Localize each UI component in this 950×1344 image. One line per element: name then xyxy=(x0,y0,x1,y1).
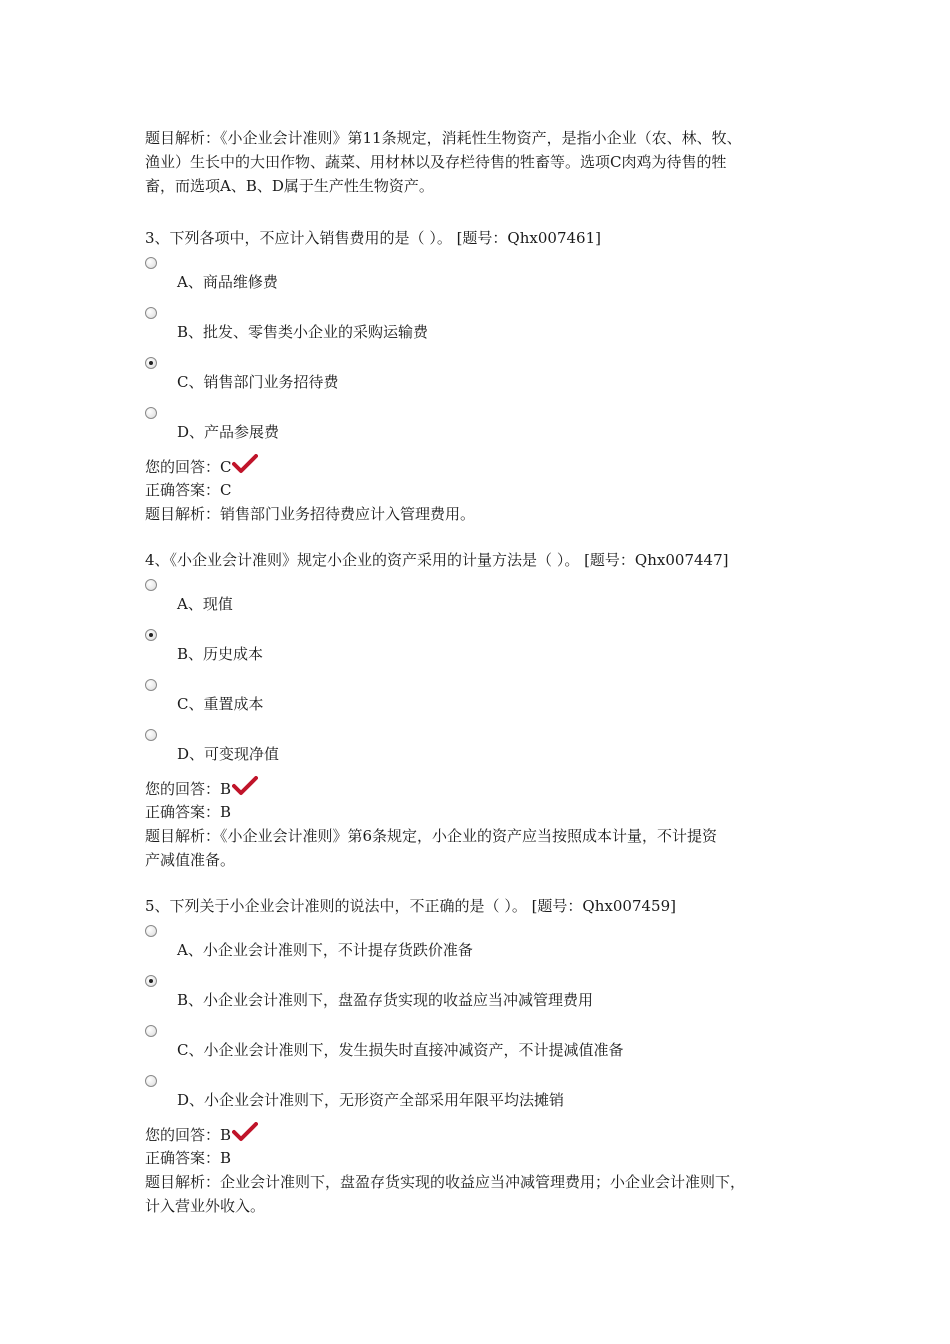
radio-icon[interactable] xyxy=(145,925,157,937)
option-label: A、小企业会计准则下，不计提存货跌价准备 xyxy=(177,941,473,959)
checkmark-icon xyxy=(232,454,258,474)
option-label: B、历史成本 xyxy=(177,645,264,663)
radio-icon[interactable] xyxy=(145,975,157,987)
option-d[interactable] xyxy=(145,1072,825,1122)
option-c[interactable] xyxy=(145,354,825,404)
radio-icon[interactable] xyxy=(145,729,157,741)
option-a[interactable] xyxy=(145,922,825,972)
question-title: 5、下列关于小企业会计准则的说法中，不正确的是（ ）。 [题号：Qhx007459] xyxy=(145,897,676,915)
analysis-line: 畜，而选项A、B、D属于生产性生物资产。 xyxy=(145,177,434,195)
radio-icon[interactable] xyxy=(145,407,157,419)
correct-answer: 正确答案：B xyxy=(145,803,232,821)
question-5 xyxy=(145,894,825,1218)
option-label: A、现值 xyxy=(177,595,233,613)
option-c[interactable] xyxy=(145,1022,825,1072)
radio-icon[interactable] xyxy=(145,629,157,641)
option-d[interactable] xyxy=(145,726,825,776)
radio-icon[interactable] xyxy=(145,579,157,591)
option-b[interactable] xyxy=(145,626,825,676)
question-3 xyxy=(145,226,825,526)
analysis-line: 计入营业外收入。 xyxy=(145,1197,266,1215)
option-label: B、批发、零售类小企业的采购运输费 xyxy=(177,323,429,341)
option-label: D、产品参展费 xyxy=(177,423,280,441)
option-label: C、销售部门业务招待费 xyxy=(177,373,339,391)
your-answer-text: 您的回答：B xyxy=(145,1126,232,1144)
question-4 xyxy=(145,548,825,872)
correct-answer: 正确答案：C xyxy=(145,481,232,499)
option-label: C、重置成本 xyxy=(177,695,264,713)
radio-icon[interactable] xyxy=(145,1075,157,1087)
analysis-line: 题目解析：销售部门业务招待费应计入管理费用。 xyxy=(145,505,476,523)
question-title: 3、下列各项中，不应计入销售费用的是（ ）。 [题号：Qhx007461] xyxy=(145,229,601,247)
option-a[interactable] xyxy=(145,576,825,626)
option-b[interactable] xyxy=(145,304,825,354)
checkmark-icon xyxy=(232,776,258,796)
option-label: C、小企业会计准则下，发生损失时直接冲减资产，不计提减值准备 xyxy=(177,1041,624,1059)
option-d[interactable] xyxy=(145,404,825,454)
your-answer xyxy=(145,1122,825,1147)
correct-answer: 正确答案：B xyxy=(145,1149,232,1167)
radio-icon[interactable] xyxy=(145,257,157,269)
document-page xyxy=(145,126,825,1218)
analysis-line: 题目解析：企业会计准则下，盘盈存货实现的收益应当冲减管理费用；小企业会计准则下， xyxy=(145,1173,746,1191)
radio-icon[interactable] xyxy=(145,357,157,369)
question-title: 4、《小企业会计准则》规定小企业的资产采用的计量方法是（ ）。 [题号：Qhx007447] xyxy=(145,551,729,569)
your-answer-text: 您的回答：B xyxy=(145,780,232,798)
intro-analysis xyxy=(145,126,825,198)
option-a[interactable] xyxy=(145,254,825,304)
option-c[interactable] xyxy=(145,676,825,726)
option-label: A、商品维修费 xyxy=(177,273,278,291)
analysis-line: 题目解析：《小企业会计准则》第11条规定，消耗性生物资产，是指小企业（农、林、牧、 xyxy=(145,129,742,147)
option-label: D、小企业会计准则下，无形资产全部采用年限平均法摊销 xyxy=(177,1091,565,1109)
option-label: D、可变现净值 xyxy=(177,745,280,763)
analysis-line: 渔业）生长中的大田作物、蔬菜、用材林以及存栏待售的牲畜等。选项C肉鸡为待售的牲 xyxy=(145,153,727,171)
your-answer xyxy=(145,454,825,479)
analysis-line: 产减值准备。 xyxy=(145,851,236,869)
analysis-line: 题目解析：《小企业会计准则》第6条规定，小企业的资产应当按照成本计量，不计提资 xyxy=(145,827,718,845)
your-answer-text: 您的回答：C xyxy=(145,458,232,476)
option-b[interactable] xyxy=(145,972,825,1022)
radio-icon[interactable] xyxy=(145,679,157,691)
checkmark-icon xyxy=(232,1122,258,1142)
radio-icon[interactable] xyxy=(145,307,157,319)
radio-icon[interactable] xyxy=(145,1025,157,1037)
option-label: B、小企业会计准则下，盘盈存货实现的收益应当冲减管理费用 xyxy=(177,991,594,1009)
your-answer xyxy=(145,776,825,801)
